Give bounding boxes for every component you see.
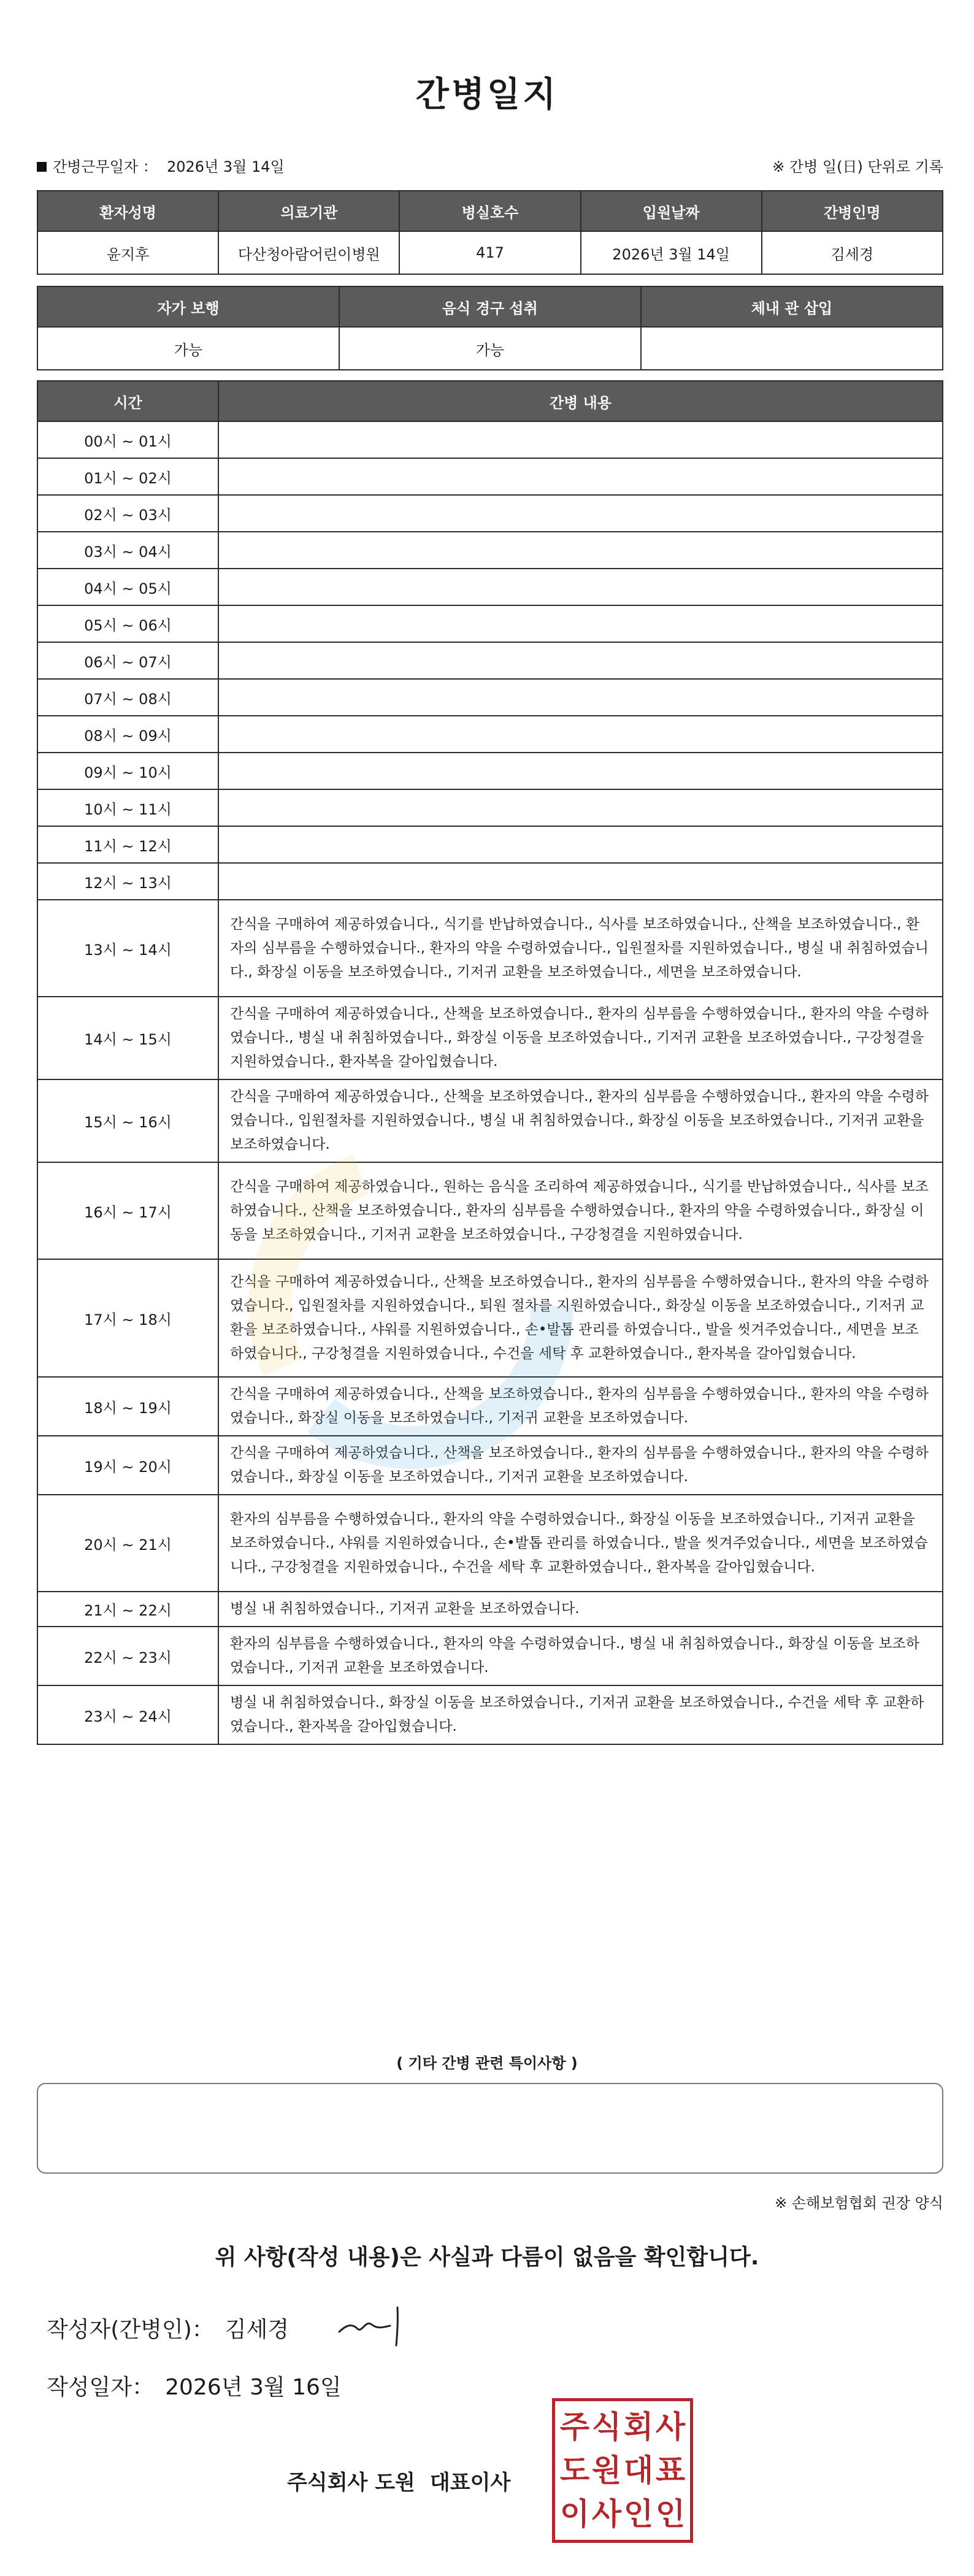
table-cell: 417 xyxy=(399,231,580,274)
table-header: 환자성명 xyxy=(37,191,218,231)
table-cell: 가능 xyxy=(339,327,641,370)
table-header: 입원날짜 xyxy=(581,191,762,231)
time-cell: 06시 ~ 07시 xyxy=(37,642,218,679)
time-cell: 01시 ~ 02시 xyxy=(37,458,218,495)
seal-glyph: 사 xyxy=(655,2408,686,2445)
care-content-cell xyxy=(218,753,943,789)
time-cell: 14시 ~ 15시 xyxy=(37,997,218,1079)
seal-glyph: 인 xyxy=(655,2496,686,2532)
writer-name: 김세경 xyxy=(224,2317,290,2342)
table-row xyxy=(37,900,943,997)
table-row xyxy=(37,1377,943,1436)
time-cell: 00시 ~ 01시 xyxy=(37,421,218,458)
care-content-cell: 간식을 구매하여 제공하였습니다., 산책을 보조하였습니다., 환자의 심부름을 수행하였습니다., 환자의 약을 수령하였습니다., 화장실 이동을 보조하였습니다., 기저귀 교환을 보조하였습니다. xyxy=(218,1377,943,1436)
table-row xyxy=(37,863,943,900)
table-header: 의료기관 xyxy=(218,191,399,231)
care-content-cell xyxy=(218,679,943,716)
care-content-cell xyxy=(218,458,943,495)
company-line xyxy=(287,2466,525,2496)
table-header: 간병인명 xyxy=(762,191,943,231)
table-row xyxy=(37,1592,943,1627)
table-row xyxy=(37,753,943,789)
table-row xyxy=(37,458,943,495)
table-cell: 가능 xyxy=(37,327,339,370)
care-content-cell: 환자의 심부름을 수행하였습니다., 환자의 약을 수령하였습니다., 병실 내 취침하였습니다., 화장실 이동을 보조하였습니다., 기저귀 교환을 보조하였습니다. xyxy=(218,1627,943,1685)
care-content-cell: 간식을 구매하여 제공하였습니다., 산책을 보조하였습니다., 환자의 심부름을 수행하였습니다., 환자의 약을 수령하였습니다., 병실 내 취침하였습니다., 화장실 이동을 보조하였습니다., 기저귀 교환을 보조하였습니다., 구강청결을 지원하였습니다., 환자복을 갈아입혔습니다. xyxy=(218,997,943,1079)
written-date-label: 작성일자： xyxy=(47,2375,155,2400)
table-row xyxy=(37,605,943,642)
time-cell: 22시 ~ 23시 xyxy=(37,1627,218,1685)
table-header: 자가 보행 xyxy=(37,286,339,327)
time-cell: 07시 ~ 08시 xyxy=(37,679,218,716)
time-cell: 10시 ~ 11시 xyxy=(37,789,218,826)
company-title: 대표이사 xyxy=(429,2471,511,2495)
care-content-cell xyxy=(218,495,943,532)
table-cell: 2026년 3월 14일 xyxy=(581,231,762,274)
table-row xyxy=(37,826,943,863)
time-cell: 13시 ~ 14시 xyxy=(37,900,218,997)
care-content-cell xyxy=(218,789,943,826)
time-cell: 15시 ~ 16시 xyxy=(37,1079,218,1162)
time-cell: 12시 ~ 13시 xyxy=(37,863,218,900)
table-row xyxy=(37,997,943,1079)
table-row xyxy=(37,1685,943,1744)
seal-glyph: 대 xyxy=(623,2451,654,2488)
table-row xyxy=(37,1259,943,1377)
seal-glyph: 표 xyxy=(655,2451,686,2488)
care-content-cell: 환자의 심부름을 수행하였습니다., 환자의 약을 수령하였습니다., 화장실 이동을 보조하였습니다., 기저귀 교환을 보조하였습니다., 샤워를 지원하였습니다., 손•발톱 관리를 하였습니다., 발을 씻겨주었습니다., 세면을 보조하였습니다., 구강청결을 지원하였습니다., 수건을 세탁 후 교환하였습니다., 환자복을 갈아입혔습니다. xyxy=(218,1495,943,1592)
recommend-note: ※ 손해보험협회 권장 양식 xyxy=(775,2195,943,2212)
table-row xyxy=(37,1495,943,1592)
table-header: 음식 경구 섭취 xyxy=(339,286,641,327)
handwritten-signature xyxy=(336,2301,416,2350)
care-content-cell xyxy=(218,605,943,642)
work-date-value: 2026년 3월 14일 xyxy=(167,158,285,175)
time-cell: 02시 ~ 03시 xyxy=(37,495,218,532)
table-row xyxy=(37,1627,943,1685)
table-row xyxy=(37,421,943,458)
writer-line xyxy=(47,2312,289,2344)
table-header: 병실호수 xyxy=(399,191,580,231)
care-content-cell: 병실 내 취침하였습니다., 기저귀 교환을 보조하였습니다. xyxy=(218,1592,943,1627)
time-cell: 05시 ~ 06시 xyxy=(37,605,218,642)
written-date-line xyxy=(47,2370,342,2401)
care-content-cell xyxy=(218,421,943,458)
time-cell: 16시 ~ 17시 xyxy=(37,1162,218,1259)
table-row xyxy=(37,495,943,532)
care-content-cell: 간식을 구매하여 제공하였습니다., 원하는 음식을 조리하여 제공하였습니다., 식기를 반납하였습니다., 식사를 보조하였습니다., 산책을 보조하였습니다., 환자의 심부름을 수행하였습니다., 환자의 약을 수령하였습니다., 화장실 이동을 보조하였습니다., 기저귀 교환을 보조하였습니다., 구강청결을 지원하였습니다. xyxy=(218,1162,943,1259)
care-content-cell: 병실 내 취침하였습니다., 화장실 이동을 보조하였습니다., 기저귀 교환을 보조하였습니다., 수건을 세탁 후 교환하였습니다., 환자복을 갈아입혔습니다. xyxy=(218,1685,943,1744)
table-row xyxy=(37,642,943,679)
table-row xyxy=(37,1079,943,1162)
care-content-cell: 간식을 구매하여 제공하였습니다., 산책을 보조하였습니다., 환자의 심부름을 수행하였습니다., 환자의 약을 수령하였습니다., 입원절차를 지원하였습니다., 병실 내 취침하였습니다., 화장실 이동을 보조하였습니다., 기저귀 교환을 보조하였습니다. xyxy=(218,1079,943,1162)
care-content-cell: 간식을 구매하여 제공하였습니다., 산책을 보조하였습니다., 환자의 심부름을 수행하였습니다., 환자의 약을 수령하였습니다., 입원절차를 지원하였습니다., 퇴원 절차를 지원하였습니다., 화장실 이동을 보조하였습니다., 기저귀 교환을 보조하였습니다., 샤워를 지원하였습니다., 손•발톱 관리를 하였습니다., 발을 씻겨주었습니다., 세면을 보조하였습니다., 구강청결을 지원하였습니다., 수건을 세탁 후 교환하였습니다., 환자복을 갈아입혔습니다. xyxy=(218,1259,943,1377)
table-header: 체내 관 삽입 xyxy=(641,286,943,327)
time-cell: 03시 ~ 04시 xyxy=(37,532,218,569)
confirm-statement: 위 사항(작성 내용)은 사실과 다름이 없음을 확인합니다. xyxy=(215,2245,759,2270)
care-log-table xyxy=(37,380,943,1745)
special-notes-label: ( 기타 간병 관련 특이사항 ) xyxy=(396,2055,578,2072)
care-content-cell xyxy=(218,716,943,753)
seal-glyph: 주 xyxy=(559,2408,590,2445)
time-cell: 04시 ~ 05시 xyxy=(37,569,218,605)
care-content-cell xyxy=(218,569,943,605)
table-row xyxy=(37,569,943,605)
care-content-cell xyxy=(218,826,943,863)
patient-ability-table xyxy=(37,286,943,370)
written-date-value: 2026년 3월 16일 xyxy=(165,2375,342,2400)
company-name: 주식회사 도원 xyxy=(287,2471,415,2495)
work-date xyxy=(37,155,285,176)
table-row xyxy=(37,1436,943,1495)
time-cell: 23시 ~ 24시 xyxy=(37,1685,218,1744)
care-content-cell xyxy=(218,642,943,679)
time-cell: 18시 ~ 19시 xyxy=(37,1377,218,1436)
table-row xyxy=(37,1162,943,1259)
table-cell: 김세경 xyxy=(762,231,943,274)
time-cell: 08시 ~ 09시 xyxy=(37,716,218,753)
time-cell: 17시 ~ 18시 xyxy=(37,1259,218,1377)
time-cell: 09시 ~ 10시 xyxy=(37,753,218,789)
time-cell: 20시 ~ 21시 xyxy=(37,1495,218,1592)
table-cell: 윤지후 xyxy=(37,231,218,274)
table-row xyxy=(37,532,943,569)
table-header: 간병 내용 xyxy=(218,381,943,421)
time-cell: 19시 ~ 20시 xyxy=(37,1436,218,1495)
table-row xyxy=(37,789,943,826)
page-title: 간병일지 xyxy=(415,75,559,115)
seal-glyph: 회 xyxy=(623,2408,654,2445)
table-cell: 다산청아람어린이병원 xyxy=(218,231,399,274)
care-content-cell: 간식을 구매하여 제공하였습니다., 식기를 반납하였습니다., 식사를 보조하였습니다., 산책을 보조하였습니다., 환자의 심부름을 수행하였습니다., 환자의 약을 수령하였습니다., 입원절차를 지원하였습니다., 병실 내 취침하였습니다., 화장실 이동을 보조하였습니다., 기저귀 교환을 보조하였습니다., 세면을 보조하였습니다. xyxy=(218,900,943,997)
care-content-cell xyxy=(218,532,943,569)
square-bullet-icon xyxy=(37,162,47,172)
seal-glyph: 이 xyxy=(559,2496,590,2532)
table-row xyxy=(37,679,943,716)
seal-glyph: 식 xyxy=(591,2408,622,2445)
table-header: 시간 xyxy=(37,381,218,421)
seal-glyph: 사 xyxy=(591,2496,622,2532)
seal-glyph: 인 xyxy=(623,2496,654,2532)
time-cell: 11시 ~ 12시 xyxy=(37,826,218,863)
table-row xyxy=(37,716,943,753)
time-cell: 21시 ~ 22시 xyxy=(37,1592,218,1627)
meta-bar xyxy=(37,155,943,179)
seal-glyph: 원 xyxy=(591,2451,622,2488)
company-seal-stamp xyxy=(552,2398,693,2543)
special-notes-box xyxy=(37,2083,943,2174)
care-content-cell: 간식을 구매하여 제공하였습니다., 산책을 보조하였습니다., 환자의 심부름을 수행하였습니다., 환자의 약을 수령하였습니다., 화장실 이동을 보조하였습니다., 기저귀 교환을 보조하였습니다. xyxy=(218,1436,943,1495)
work-date-label: 간병근무일자 ： xyxy=(53,158,158,175)
table-cell xyxy=(641,327,943,370)
writer-label: 작성자(간병인)： xyxy=(47,2317,214,2342)
seal-glyph: 도 xyxy=(559,2451,590,2488)
care-content-cell xyxy=(218,863,943,900)
record-note: ※ 간병 일(日) 단위로 기록 xyxy=(772,158,943,175)
patient-info-table xyxy=(37,190,943,275)
